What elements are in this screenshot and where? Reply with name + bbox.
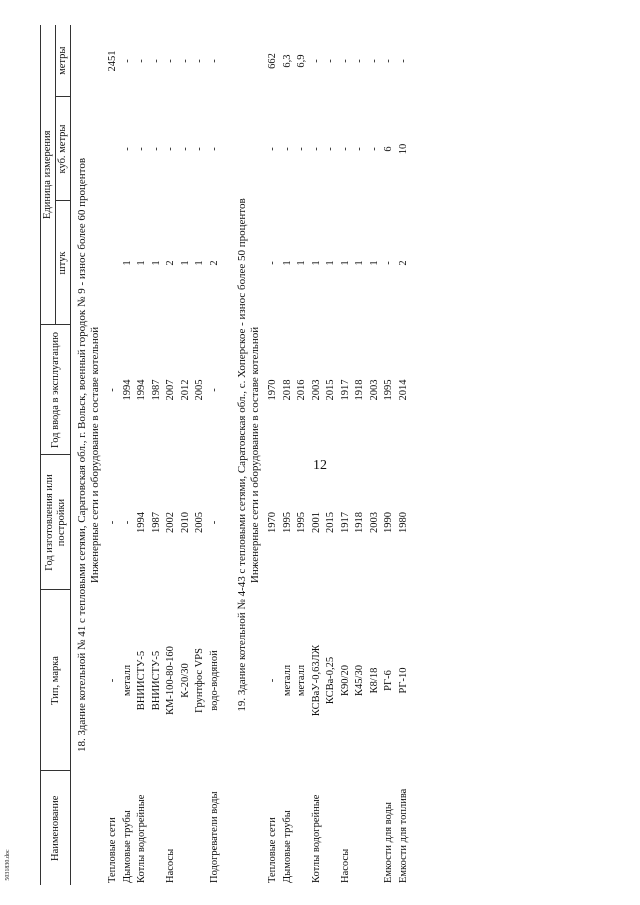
- rotated-table-area: [40, 25, 605, 885]
- table-cell: Тепловые сети: [107, 817, 118, 883]
- section-heading: 18. Здание котельной № 41 с тепловыми сетями, Саратовская обл., г. Вольск, военный городок № 9 - износ более 60 процентов: [76, 157, 88, 753]
- table-cell: 662: [267, 53, 278, 69]
- table-cell: 2012: [179, 379, 191, 401]
- table-cell: -: [368, 59, 380, 63]
- table-cell: 2016: [296, 379, 307, 401]
- table-cell: -: [354, 59, 365, 63]
- table-cell: -: [368, 147, 380, 151]
- table-cell: -: [165, 147, 176, 151]
- table-cell: 1917: [339, 379, 351, 401]
- table-cell: -: [194, 147, 205, 151]
- table-cell: [107, 201, 122, 325]
- spacer-cell: [223, 25, 231, 885]
- equipment-table: [40, 25, 412, 885]
- table-cell: [325, 771, 340, 885]
- table-cell: 2005: [194, 512, 205, 533]
- table-cell: Котлы водогрейные: [136, 794, 147, 883]
- table-cell: Тепловые сети: [267, 817, 278, 883]
- table-cell: 1: [296, 260, 307, 266]
- table-cell: -: [208, 520, 220, 525]
- table-cell: 2005: [194, 379, 205, 401]
- table-row: [151, 25, 166, 885]
- table-cell: [151, 771, 166, 885]
- table-cell: -: [150, 147, 162, 151]
- table-cell: Дымовые трубы: [121, 810, 133, 883]
- table-row: [107, 25, 122, 885]
- table-cell: [194, 771, 209, 885]
- table-cell: металл: [281, 664, 293, 697]
- table-cell: 2014: [397, 379, 409, 401]
- table-cell: [180, 771, 195, 885]
- table-cell: Емкости для воды: [383, 802, 394, 883]
- table-cell: РГ-6: [383, 670, 394, 691]
- table-cell: -: [107, 678, 118, 683]
- table-cell: ВНИИСТУ-5: [136, 650, 147, 711]
- table-cell: 1: [310, 260, 322, 266]
- table-row: [369, 25, 384, 885]
- table-cell: 6: [383, 146, 394, 152]
- table-cell: 2018: [281, 379, 293, 401]
- table-cell: К90/20: [339, 665, 351, 696]
- table-cell: 2015: [325, 379, 336, 401]
- table-row: [180, 25, 195, 885]
- table-cell: -: [208, 59, 220, 63]
- table-header: [41, 25, 71, 885]
- table-cell: -: [325, 59, 336, 63]
- header-year-made: Год изготовления или постройки: [41, 455, 71, 590]
- table-cell: [354, 771, 369, 885]
- table-cell: 2010: [179, 512, 191, 533]
- table-row: [311, 25, 326, 885]
- table-cell: 1970: [267, 379, 278, 401]
- table-cell: 1918: [354, 379, 365, 401]
- table-cell: К-20/30: [179, 663, 191, 698]
- table-cell: -: [208, 388, 220, 392]
- table-cell: водо-водяной: [208, 650, 220, 711]
- table-cell: 1: [325, 260, 336, 266]
- table-cell: 1987: [150, 379, 162, 401]
- table-cell: -: [354, 147, 365, 151]
- header-units-pcs: штук: [56, 201, 71, 325]
- page-number: 12: [313, 458, 327, 473]
- table-cell: КСВаУ-0,63ЛЖ: [310, 644, 322, 717]
- table-cell: -: [339, 147, 351, 151]
- table-row: [354, 25, 369, 885]
- table-cell: 1: [136, 260, 147, 266]
- table-row: [398, 25, 413, 885]
- table-cell: 2002: [165, 512, 176, 533]
- table-cell: 1994: [121, 379, 133, 401]
- table-cell: 2451: [107, 50, 118, 72]
- table-cell: 2001: [310, 512, 322, 533]
- table-cell: 6,9: [296, 54, 307, 68]
- table-cell: -: [121, 147, 133, 151]
- table-cell: КСВа-0,25: [325, 656, 336, 705]
- table-cell: [369, 771, 384, 885]
- table-cell: К8/18: [368, 667, 380, 694]
- table-cell: 1: [339, 260, 351, 266]
- table-cell: 2: [397, 260, 409, 266]
- section-title-row: [231, 25, 267, 885]
- table-cell: -: [383, 261, 394, 265]
- table-row: [136, 25, 151, 885]
- spacer-row: [223, 25, 231, 885]
- table-row: [165, 25, 180, 885]
- table-cell: -: [383, 59, 394, 63]
- table-row: [209, 25, 224, 885]
- section-heading: 19. Здание котельной № 4-43 с тепловыми сетями, Саратовская обл., с. Хоперское - износ более 50 процентов: [236, 198, 248, 712]
- table-cell: металл: [121, 664, 133, 697]
- table-cell: 1: [150, 260, 162, 266]
- table-row: [325, 25, 340, 885]
- table-cell: 1980: [397, 512, 409, 533]
- table-cell: 2: [165, 260, 176, 266]
- table-cell: 1: [121, 260, 133, 266]
- table-cell: 1: [179, 260, 191, 266]
- section-title: [231, 25, 267, 885]
- table-cell: 6,3: [281, 54, 293, 68]
- table-cell: -: [179, 59, 191, 63]
- table-cell: ВНИИСТУ-5: [150, 650, 162, 711]
- table-cell: 2: [208, 260, 220, 266]
- section-subheading: Инженерные сети и оборудование в составе котельной: [89, 326, 101, 584]
- table-cell: 1917: [339, 512, 351, 533]
- table-row: [122, 25, 137, 885]
- table-cell: Подогреватели воды: [208, 791, 220, 883]
- header-name: Наименование: [41, 771, 71, 885]
- table-cell: -: [165, 59, 176, 63]
- table-cell: металл: [296, 664, 307, 697]
- table-cell: -: [208, 147, 220, 151]
- table-cell: 2015: [325, 512, 336, 533]
- table-cell: -: [339, 59, 351, 63]
- table-cell: Насосы: [339, 848, 351, 883]
- header-units-cubic: куб. метры: [56, 97, 71, 201]
- table-cell: -: [107, 388, 118, 392]
- table-cell: 1: [194, 260, 205, 266]
- table-cell: 1: [281, 260, 293, 266]
- table-cell: -: [296, 147, 307, 151]
- table-row: [296, 25, 311, 885]
- table-cell: 1: [368, 260, 380, 266]
- table-cell: -: [107, 520, 118, 525]
- table-cell: -: [121, 59, 133, 63]
- header-units: Единица измерения: [41, 25, 56, 325]
- table-cell: 1970: [267, 512, 278, 533]
- footer-filename: 5031830.doc: [5, 849, 11, 881]
- table-cell: [296, 771, 311, 885]
- table-row: [340, 25, 355, 885]
- table-cell: 1995: [281, 512, 293, 533]
- table-cell: Грунтфос VPS: [194, 648, 205, 713]
- table-cell: РГ-10: [397, 667, 409, 694]
- table-cell: 1987: [150, 512, 162, 533]
- table-cell: Емкости для топлива: [397, 788, 409, 883]
- table-cell: К45/30: [354, 665, 365, 696]
- table-cell: 2003: [368, 512, 380, 533]
- table-cell: 2003: [368, 379, 380, 401]
- table-row: [383, 25, 398, 885]
- table-cell: -: [267, 261, 278, 265]
- table-cell: 1: [354, 260, 365, 266]
- table-cell: -: [325, 147, 336, 151]
- table-row: [267, 25, 282, 885]
- table-cell: -: [136, 59, 147, 63]
- table-cell: -: [194, 59, 205, 63]
- table-cell: 1994: [136, 379, 147, 401]
- table-cell: -: [281, 147, 293, 151]
- table-cell: КМ-100-80-160: [165, 646, 176, 715]
- header-units-m: метры: [56, 25, 71, 97]
- table-cell: -: [267, 147, 278, 151]
- table-row: [282, 25, 297, 885]
- table-cell: 1990: [383, 512, 394, 533]
- table-cell: [107, 97, 122, 201]
- table-cell: 2007: [165, 379, 176, 401]
- section-title: [71, 25, 108, 885]
- table-cell: 10: [397, 143, 409, 155]
- table-cell: -: [397, 59, 409, 63]
- header-year-entry: Год ввода в эксплуатацию: [41, 325, 71, 455]
- table-cell: 1994: [136, 512, 147, 533]
- header-type: Тип, марка: [41, 590, 71, 771]
- table-cell: Дымовые трубы: [281, 810, 293, 883]
- section-subheading: Инженерные сети и оборудование в составе котельной: [249, 326, 261, 584]
- table-cell: 1918: [354, 512, 365, 533]
- table-cell: -: [310, 147, 322, 151]
- table-cell: 2003: [310, 379, 322, 401]
- table-cell: 1995: [383, 379, 394, 401]
- table-cell: -: [310, 59, 322, 63]
- table-body: [71, 25, 413, 885]
- table-row: [194, 25, 209, 885]
- table-cell: Насосы: [165, 848, 176, 883]
- table-cell: 1995: [296, 512, 307, 533]
- table-cell: -: [267, 678, 278, 683]
- table-cell: -: [150, 59, 162, 63]
- table-cell: -: [179, 147, 191, 151]
- table-cell: Котлы водогрейные: [310, 794, 322, 883]
- table-cell: -: [121, 520, 133, 525]
- table-cell: -: [136, 147, 147, 151]
- section-title-row: [71, 25, 108, 885]
